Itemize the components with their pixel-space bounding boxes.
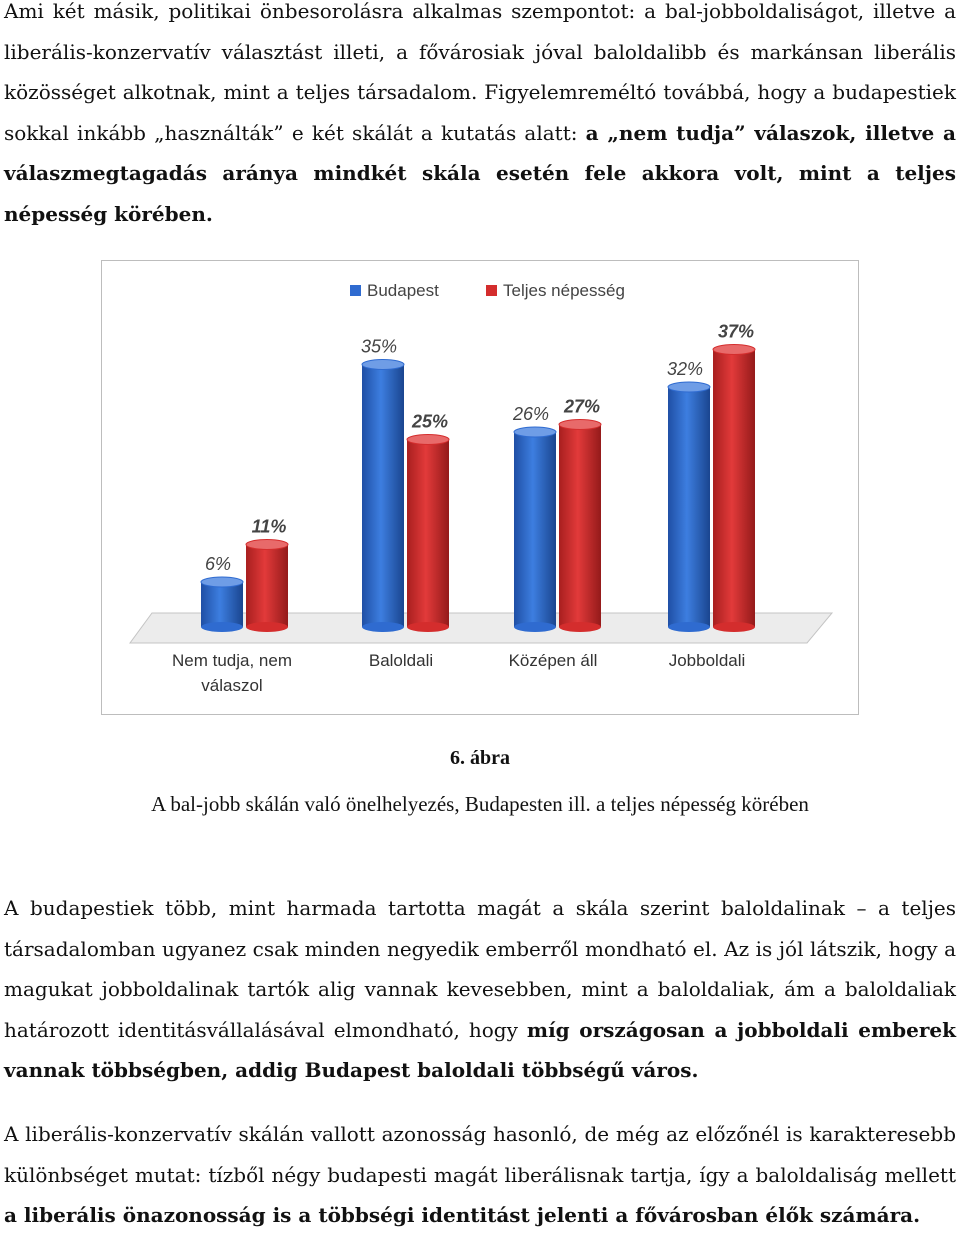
x-tick-label-0: Nem tudja, nem [172,651,292,670]
bar-chart [101,260,859,715]
intro-paragraph [4,0,956,235]
bars-layer [201,322,755,633]
analysis-bold-text: míg országosan a jobboldali emberek vannak többségben, addig Budapest baloldali többségű város. [4,1017,956,1083]
data-label-budapest-2: 26% [512,404,550,424]
figure-number: 6. ábra [450,747,510,769]
x-tick-label-2: Középen áll [508,651,598,670]
legend-swatch-1 [486,285,497,296]
bar-teljes-1 [407,435,449,633]
intro-bold-text: a „nem tudja” válaszok, illetve a válaszmegtagadás aránya mindkét skála esetén fele akkora volt, mint a teljes népesség körében. [4,120,956,226]
x-tick-label-1: Baloldali [368,651,434,670]
data-label-teljes-0: 11% [251,516,287,537]
chart-legend [350,281,625,300]
data-label-teljes-2: 27% [563,396,601,417]
legend-label-0: Budapest [367,281,439,300]
legend-swatch-0 [350,285,361,296]
x-axis-labels [172,651,745,695]
legend-label-1: Teljes népesség [503,281,625,300]
bar-budapest-2 [514,427,556,632]
intro-text: Ami két másik, politikai önbesorolásra alkalmas szempontot: a bal-jobboldaliságot, illetve a liberális-konzervatív választást illeti, a fővárosiak jóval baloldalibb és markánsan liberális közösséget alkotnak, mint a teljes társadalom. Figyelemreméltó továbbá, hogy a budapestiek sokkal inkább „használták” e két skálát a kutatás alatt: [4,0,956,145]
chart-canvas [102,261,858,714]
x-tick-label-3: Jobboldali [668,651,746,670]
bar-budapest-3 [668,382,710,632]
figure-caption: A bal-jobb skálán való önelhelyezés, Budapesten ill. a teljes népesség körében [151,792,809,816]
bar-budapest-1 [362,360,404,633]
liberal-paragraph [4,1114,956,1236]
bar-budapest-0 [201,577,243,632]
analysis-paragraph [4,888,956,1091]
x-tick-label-0-line2: válaszol [201,676,263,695]
data-label-budapest-3: 32% [666,359,704,379]
bar-teljes-0 [246,540,288,633]
analysis-text: A budapestiek több, mint harmada tartotta magát a skála szerint baloldalinak – a teljes társadalomban ugyanez csak minden negyedik emberről mondható el. Az is jól látszik, hogy a magukat jobboldalinak tartók alig vannak kevesebben, mint a baloldaliak, ám a baloldaliak határozott identitásvállalásával elmondható, hogy [4,896,956,1042]
bar-teljes-3 [713,345,755,633]
liberal-text: A liberális-konzervatív skálán vallott azonosság hasonló, de még az előzőnél is karakteresebb különbséget mutat: tízből négy budapesti magát liberálisnak tartja, így a baloldaliság mellett [4,1122,956,1187]
data-label-teljes-3: 37% [717,321,755,342]
data-label-budapest-1: 35% [360,336,398,357]
bar-teljes-2 [559,420,601,633]
liberal-bold-text: a liberális önazonosság is a többségi identitást jelenti a fővárosban élők számára. [4,1203,921,1228]
data-label-teljes-1: 25% [411,411,449,432]
data-label-budapest-0: 6% [204,554,232,574]
